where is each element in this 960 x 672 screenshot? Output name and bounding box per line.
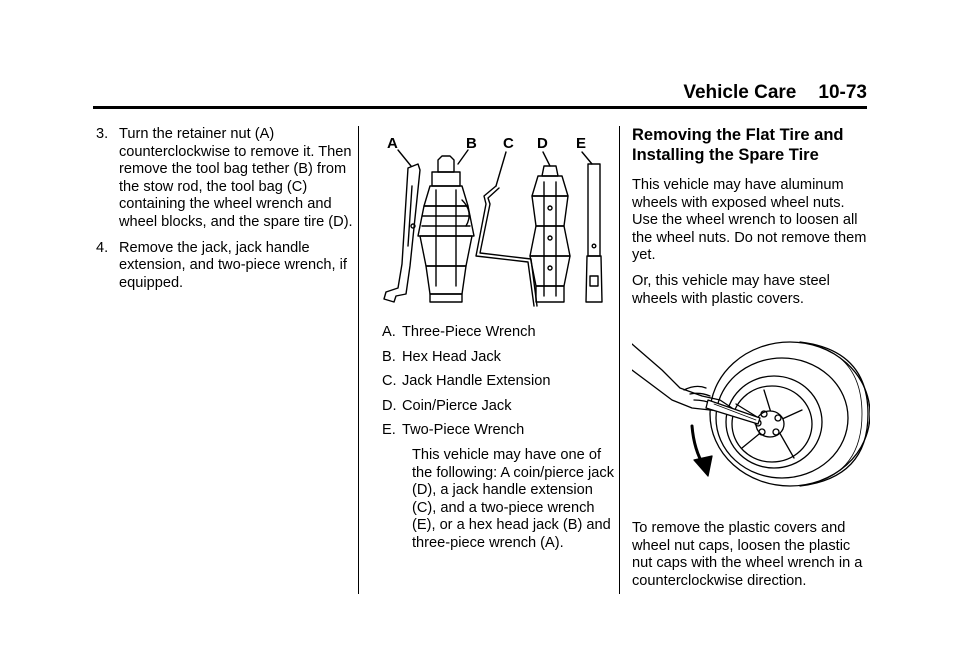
paragraph-aluminum-wheels: This vehicle may have aluminum wheels with exposed wheel nuts. Use the wheel wrench to loosen all the wheel nuts. Do not remove them yet. <box>632 177 867 264</box>
page-header <box>683 82 867 104</box>
step-list <box>96 126 354 292</box>
header-rule <box>93 106 867 109</box>
column-tools <box>370 126 615 553</box>
legend-letter: B. <box>382 348 396 365</box>
step-number: 3. <box>96 126 109 142</box>
legend-letter: A. <box>382 324 396 340</box>
legend-text: Coin/Pierce Jack <box>402 397 512 414</box>
step-number: 4. <box>96 239 109 256</box>
tool-legend <box>370 324 615 440</box>
step-text: Turn the retainer nut (A) counterclockwise to remove it. Then remove the tool bag tether (B) from the stow rod, the tool bag (C) containing the wheel wrench and wheel blocks, and the spare tire (D). <box>119 126 353 230</box>
legend-item <box>382 422 615 440</box>
legend-note: This vehicle may have one of the following: A coin/pierce jack (D), a jack handle extension (C), and a two-piece wrench (E), or a hex head jack (B) and three-piece wrench (A). <box>412 446 614 551</box>
legend-letter: D. <box>382 397 397 414</box>
legend-item <box>382 324 615 342</box>
section-name: Vehicle Care <box>683 82 797 103</box>
legend-item <box>382 398 615 416</box>
step-item <box>96 126 354 232</box>
legend-text: Two-Piece Wrench <box>402 422 525 439</box>
legend-text: Jack Handle Extension <box>402 373 551 390</box>
legend-letter: C. <box>382 373 397 390</box>
page-number: 10-73 <box>818 82 867 103</box>
step-text: Remove the jack, jack handle extension, and two-piece wrench, if equipped. <box>119 239 347 291</box>
section-title: Removing the Flat Tire and Installing the Spare Tire <box>632 126 844 164</box>
column-divider-2 <box>619 126 620 594</box>
paragraph-remove-covers: To remove the plastic covers and wheel nut caps, loosen the plastic nut caps with the wheel wrench in a counterclockwise direction. <box>632 520 863 589</box>
legend-text: Three-Piece Wrench <box>402 324 536 340</box>
callout-e: E <box>576 135 587 152</box>
callout-c: C <box>503 135 514 152</box>
legend-item <box>382 373 615 391</box>
step-item <box>96 240 354 293</box>
paragraph-steel-wheels: Or, this vehicle may have steel wheels with plastic covers. <box>632 272 830 307</box>
callout-d: D <box>537 135 548 152</box>
jack-tools-illustration <box>378 126 610 310</box>
legend-text: Hex Head Jack <box>402 348 501 365</box>
callout-b: B <box>466 135 477 152</box>
column-tire-removal <box>632 126 872 599</box>
column-instructions <box>96 126 354 300</box>
legend-letter: E. <box>382 422 396 439</box>
legend-item <box>382 349 615 367</box>
callout-a: A <box>387 135 398 152</box>
tire-wrench-illustration <box>632 330 870 490</box>
column-divider-1 <box>358 126 359 594</box>
